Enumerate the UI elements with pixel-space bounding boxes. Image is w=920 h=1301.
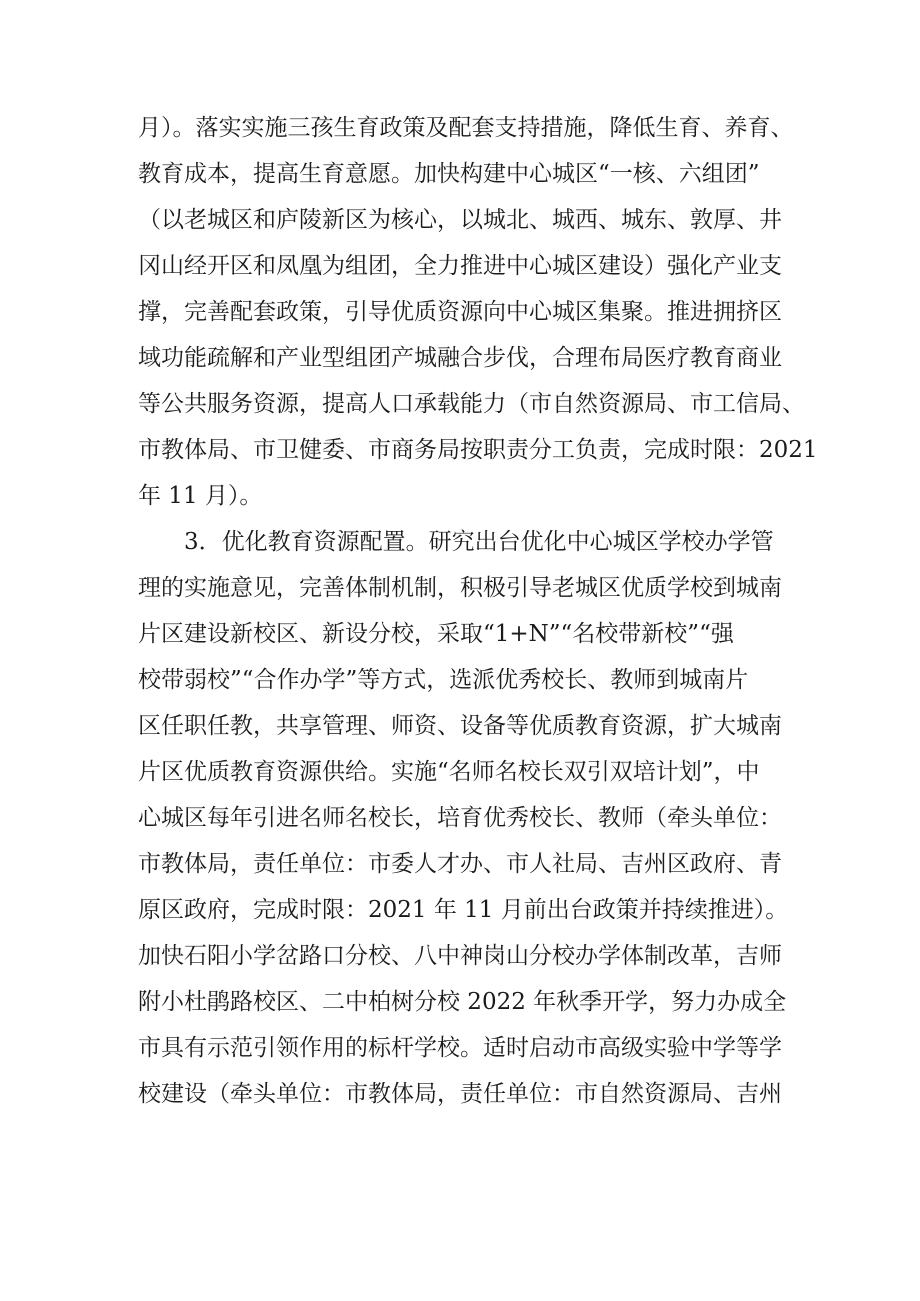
text-line: 冈山经开区和凤凰为组团，全力推进中心城区建设）强化产业支	[138, 253, 782, 279]
section-heading-line: 3．优化教育资源配置。研究出台优化中心城区学校办学管	[184, 529, 774, 555]
text-line: 等公共服务资源，提高人口承载能力（市自然资源局、市工信局、	[138, 391, 805, 417]
document-body	[138, 105, 818, 1117]
text-line: 加快石阳小学岔路口分校、八中神岗山分校办学体制改革，吉师	[138, 943, 782, 969]
text-line: 理的实施意见，完善体制机制，积极引导老城区优质学校到城南	[138, 575, 782, 601]
text-line: 月）。落实实施三孩生育政策及配套支持措施，降低生育、养育、	[138, 115, 794, 141]
text-line: 校带弱校”“合作办学”等方式，选派优秀校长、教师到城南片	[138, 667, 749, 693]
text-line: 年 11 月）。	[138, 483, 263, 509]
text-line: 教育成本，提高生育意愿。加快构建中心城区“一核、六组团”	[138, 161, 760, 187]
text-line: 校建设（牵头单位：市教体局，责任单位：市自然资源局、吉州	[138, 1081, 782, 1107]
text-line: 区任职任教，共享管理、师资、设备等优质教育资源，扩大城南	[138, 713, 782, 739]
text-line: 市教体局，责任单位：市委人才办、市人社局、吉州区政府、青	[138, 851, 782, 877]
text-line: 市教体局、市卫健委、市商务局按职责分工负责，完成时限：2021	[138, 437, 818, 463]
text-line: 片区优质教育资源供给。实施“名师名校长双引双培计划”，中	[138, 759, 760, 785]
text-line: 附小杜鹃路校区、二中柏树分校 2022 年秋季开学，努力办成全	[138, 989, 787, 1015]
text-line: 域功能疏解和产业型组团产城融合步伐，合理布局医疗教育商业	[138, 345, 782, 371]
text-line: 心城区每年引进名师名校长，培育优秀校长、教师（牵头单位：	[138, 805, 782, 831]
text-line: 原区政府，完成时限：2021 年 11 月前出台政策并持续推进）。	[138, 897, 789, 923]
text-line: （以老城区和庐陵新区为核心，以城北、城西、城东、敦厚、井	[138, 207, 782, 233]
text-line: 片区建设新校区、新设分校，采取“1+N”“名校带新校”“强	[138, 621, 734, 647]
text-line: 撑，完善配套政策，引导优质资源向中心城区集聚。推进拥挤区	[138, 299, 782, 325]
text-line: 市具有示范引领作用的标杆学校。适时启动市高级实验中学等学	[138, 1035, 782, 1061]
